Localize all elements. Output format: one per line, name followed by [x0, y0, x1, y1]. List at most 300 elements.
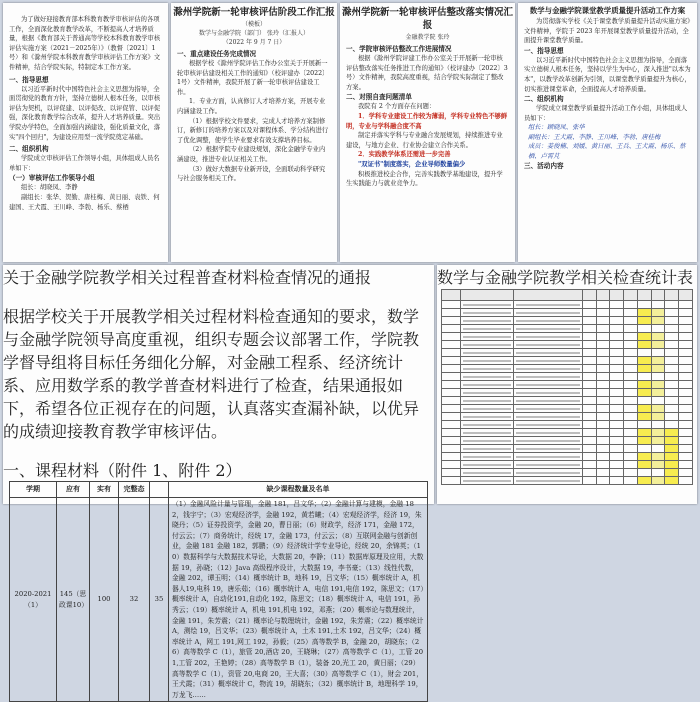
- grid-row: [442, 429, 693, 437]
- header-term: 学期: [10, 482, 57, 498]
- grid-cell: [514, 365, 583, 373]
- grid-cell: [442, 413, 461, 421]
- cell-text-placeholder: [463, 424, 511, 426]
- doc3-subtitle: 金融教学院 张玲: [405, 34, 450, 41]
- doc3-red-item-1: 1．学科专业建设工作较为薄弱，学科专业特色不够鲜明，专业与学科融合度不高: [346, 112, 508, 130]
- grid-cell: [610, 341, 624, 349]
- doc3-red-item-2: 2．实践教学体系还需进一步完善: [358, 151, 451, 159]
- grid-cell: [582, 453, 596, 461]
- cell-text-placeholder: [463, 408, 511, 410]
- grid-cell: [624, 445, 638, 453]
- document-page-teaching-quality-plan: [518, 3, 697, 262]
- grid-cell: [679, 477, 693, 485]
- doc2-authors: 数学与金融学院（部门） 张玲（汇报人）: [199, 30, 309, 37]
- grid-cell: [651, 341, 665, 349]
- grid-row: [442, 365, 693, 373]
- grid-cell: [442, 421, 461, 429]
- grid-cell: [582, 325, 596, 333]
- grid-cell: [637, 477, 651, 485]
- grid-cell: [679, 357, 693, 365]
- doc1-intro: 为了做好迎接教育部本科教育教学审核评估的各项工作，全面深化教育教学改革，不断提高人才培养质量，根据《教育部关于普通高等学校本科教育教学审核评估实施方案（2021－2025年）》（教督〔2021〕1号）和《滁州学院本科教育教学审核评估工作方案》文件精神，结合学院实际，特制定本工作方案。: [9, 16, 161, 71]
- grid-cell: [637, 413, 651, 421]
- grid-cell: [624, 290, 638, 301]
- grid-cell: [514, 469, 583, 477]
- cell-text-placeholder: [463, 392, 511, 394]
- grid-cell: [442, 317, 461, 325]
- grid-cell: [461, 357, 514, 365]
- grid-cell: [596, 445, 610, 453]
- grid-cell: [624, 325, 638, 333]
- grid-cell: [442, 301, 461, 309]
- cell-text-placeholder: [516, 344, 580, 346]
- grid-cell: [651, 301, 665, 309]
- grid-cell: [651, 373, 665, 381]
- grid-cell: [610, 445, 624, 453]
- grid-cell: [610, 290, 624, 301]
- document-page-stage-report: [171, 3, 337, 262]
- grid-cell: [679, 365, 693, 373]
- grid-cell: [582, 389, 596, 397]
- grid-row: [442, 477, 693, 485]
- table-row: [10, 498, 428, 702]
- cell-text-placeholder: [516, 424, 580, 426]
- grid-cell: [596, 461, 610, 469]
- document-page-inspection-notice: [3, 265, 434, 699]
- grid-cell: [651, 413, 665, 421]
- grid-cell: [442, 469, 461, 477]
- grid-cell: [651, 290, 665, 301]
- grid-cell: [610, 453, 624, 461]
- grid-cell: [665, 405, 679, 413]
- grid-row: [442, 389, 693, 397]
- grid-cell: [442, 373, 461, 381]
- cell-text-placeholder: [463, 328, 511, 330]
- doc3-heading-2: 二、对照自查问题清单: [346, 93, 412, 102]
- doc1-section2-heading: 二、组织机构: [9, 145, 49, 154]
- grid-cell: [637, 405, 651, 413]
- cell-text-placeholder: [463, 352, 511, 354]
- grid-cell: [461, 461, 514, 469]
- doc3-paragraph-1: 根据《滁州学院评建工作办公室关于开展新一轮审核评估整改落实任务推进工作的通知》（校评建办〔2022〕3号）文件精神，我院高度重视，结合学院实际制定了整改方案。: [346, 55, 508, 91]
- grid-cell: [679, 349, 693, 357]
- grid-cell: [596, 397, 610, 405]
- grid-cell: [665, 333, 679, 341]
- cell-should-have: 145（思政课10）: [57, 498, 90, 702]
- grid-cell: [637, 290, 651, 301]
- grid-cell: [665, 397, 679, 405]
- grid-cell: [596, 349, 610, 357]
- grid-cell: [651, 477, 665, 485]
- grid-cell: [624, 349, 638, 357]
- grid-cell: [637, 365, 651, 373]
- grid-cell: [582, 333, 596, 341]
- grid-cell: [665, 421, 679, 429]
- grid-cell: [514, 437, 583, 445]
- grid-cell: [651, 453, 665, 461]
- grid-cell: [596, 405, 610, 413]
- grid-cell: [651, 357, 665, 365]
- grid-cell: [637, 437, 651, 445]
- cell-text-placeholder: [516, 368, 580, 370]
- grid-cell: [514, 290, 583, 301]
- grid-row: [442, 405, 693, 413]
- grid-cell: [679, 301, 693, 309]
- doc4-paragraph-3: 学院成立课堂教学质量提升活动工作小组，具体组成人员如下：: [524, 105, 688, 122]
- cell-text-placeholder: [463, 472, 511, 474]
- doc2-paragraph-3: （1）根据学校文件要求，完成人才培养方案制修订，新修订的培养方案以及对课程体系、学分结构进行了优化调整，使学生毕业要求有效支撑培养目标。: [177, 117, 329, 144]
- cell-text-placeholder: [516, 376, 580, 378]
- grid-cell: [624, 301, 638, 309]
- grid-cell: [461, 309, 514, 317]
- grid-cell: [514, 397, 583, 405]
- grid-row: [442, 341, 693, 349]
- grid-cell: [582, 469, 596, 477]
- grid-cell: [610, 437, 624, 445]
- grid-cell: [679, 421, 693, 429]
- grid-cell: [582, 429, 596, 437]
- cell-text-placeholder: [516, 360, 580, 362]
- grid-cell: [461, 290, 514, 301]
- grid-cell: [514, 325, 583, 333]
- grid-cell: [679, 429, 693, 437]
- grid-cell: [637, 469, 651, 477]
- doc2-paragraph-4: （2）根据学院专业建设规划，深化金融学专业内涵建设，推进专业认证相关工作。: [177, 146, 326, 163]
- grid-cell: [651, 333, 665, 341]
- grid-cell: [665, 381, 679, 389]
- grid-row: [442, 397, 693, 405]
- grid-cell: [624, 357, 638, 365]
- grid-cell: [596, 453, 610, 461]
- grid-cell: [651, 437, 665, 445]
- cell-text-placeholder: [463, 336, 511, 338]
- grid-cell: [442, 290, 461, 301]
- grid-cell: [442, 309, 461, 317]
- grid-cell: [442, 365, 461, 373]
- cell-text-placeholder: [463, 480, 511, 482]
- cell-text-placeholder: [516, 392, 580, 394]
- grid-cell: [610, 421, 624, 429]
- grid-cell: [596, 301, 610, 309]
- grid-cell: [596, 365, 610, 373]
- grid-cell: [665, 413, 679, 421]
- doc1-section1-text: 以习近平新时代中国特色社会主义思想为指导，全面贯彻党的教育方针，坚持立德树人根本任务，以审核评估为契机，以评促建、以评促改、以评促管、以评促强，深化教育教学综合改革，提升人才培养质量。突出学院办学特色，全面加强内涵建设，强化质量文化，落实"四个回归"，为建设应用型一流学院奠定基础。: [9, 85, 161, 141]
- cell-text-placeholder: [516, 464, 580, 466]
- grid-row: [442, 357, 693, 365]
- grid-cell: [442, 429, 461, 437]
- grid-cell: [461, 421, 514, 429]
- grid-cell: [514, 341, 583, 349]
- grid-cell: [651, 381, 665, 389]
- grid-cell: [442, 389, 461, 397]
- grid-cell: [582, 301, 596, 309]
- doc2-title: 滁州学院新一轮审核评估阶段工作汇报: [173, 7, 335, 18]
- grid-cell: [514, 413, 583, 421]
- grid-cell: [651, 461, 665, 469]
- doc3-blue-item-1: "双证书"制度落实，企业导师数量偏少: [358, 160, 466, 168]
- cell-text-placeholder: [516, 416, 580, 418]
- grid-cell: [514, 477, 583, 485]
- grid-cell: [514, 389, 583, 397]
- grid-cell: [442, 381, 461, 389]
- grid-cell: [610, 357, 624, 365]
- grid-cell: [514, 445, 583, 453]
- grid-cell: [624, 469, 638, 477]
- grid-cell: [610, 477, 624, 485]
- grid-cell: [514, 461, 583, 469]
- cell-text-placeholder: [463, 312, 511, 314]
- cell-text-placeholder: [516, 480, 580, 482]
- grid-cell: [596, 389, 610, 397]
- grid-row: [442, 333, 693, 341]
- grid-cell: [442, 333, 461, 341]
- cell-text-placeholder: [463, 368, 511, 370]
- cell-complete: 32: [119, 498, 150, 702]
- grid-cell: [637, 325, 651, 333]
- grid-cell: [679, 389, 693, 397]
- grid-cell: [596, 413, 610, 421]
- cell-actual: 100: [90, 498, 119, 702]
- grid-cell: [637, 429, 651, 437]
- cell-text-placeholder: [516, 312, 580, 314]
- doc1-leaders-label: （一）审核评估工作领导小组: [9, 174, 95, 183]
- grid-cell: [610, 429, 624, 437]
- grid-row: [442, 317, 693, 325]
- grid-row: [442, 381, 693, 389]
- grid-cell: [596, 290, 610, 301]
- doc4-paragraph-1: 为贯彻落实学校《关于课堂教学质量提升活动实施方案》文件精神，学院于 2023 年开展课堂教学质量提升活动，全面提升课堂教学质量。: [524, 18, 691, 45]
- grid-cell: [637, 461, 651, 469]
- cell-text-placeholder: [463, 432, 511, 434]
- cell-missing-list: （1）金融风险计量与管理，金融 181，吕文华；（2）金融计算与建模，金融 182，钱宇宁；（3）宏观经济学，金融 192，黄若曦；（4）宏观经济学，经济 19，朱晓丹；（5）证券投资学，金融 20，曹日丽；（6）财政学，经济 171，金融 172，付云云；（7）商务统计，经统 17，金融 173，付云云；（8）互联网金融与创新创业，金融 181 金融 182，郭鹏；（9）经济统计学专业导论，经统 20，余锦英；（10）数据科学与大数据技术导论，大数据 20，李静；（11）数据库原理及应用，大数据 19，孙晓；（12）Java 高级程序设计，大数据 19，李书豪；（13）线性代数，金融 202，谭玉明；（14）概率统计 B，地科 19，吕文华；（15）概率统计 A，机器人19,电科 19，唐乐茹；（16）概率统计 A，电信 191,电信 192，陈思文；（17）概率统计 A，自动化191,自动化 192，陈思文；（18）概率统计 A，电信 191，孙秀云；（19）概率统计 A，机电 191,机电 192，邓燕；（20）概率论与数理统计，金融 191，朱芳震；（21）概率论与数理统计，金融 192，朱芳震；（22）概率统计 A，测绘 19，吕文华；（23）概率统计 A，土木 191,土木 192，吕文华；（24）概率统计 A，网工 191,网工 192，孙毅；（25）高等数学 B，金融 20，胡晓东；（26）高等数学 C（1），旅管 20,酒店 20，王晓琳；（27）高等数学 C（1），工管 201,工管 202，王艳婷；（28）高等数学 B（1），装备 20,光工 20，黄日丽；（29）高等数学 C（1），资管 20,电商 20，王大喜；（30）高等数学 C（1），财会 201，王犬霞；（31）概率统计 C，物流 19，胡晓东；（32）概率统计 B，地理科学 19，万龙飞……: [169, 498, 428, 702]
- grid-cell: [665, 317, 679, 325]
- grid-cell: [596, 469, 610, 477]
- grid-cell: [624, 389, 638, 397]
- grid-cell: [582, 413, 596, 421]
- grid-cell: [679, 405, 693, 413]
- statistics-grid: [441, 289, 693, 485]
- grid-cell: [637, 317, 651, 325]
- grid-cell: [514, 333, 583, 341]
- grid-cell: [651, 469, 665, 477]
- grid-cell: [624, 477, 638, 485]
- grid-cell: [679, 453, 693, 461]
- grid-cell: [514, 429, 583, 437]
- grid-row: [442, 445, 693, 453]
- grid-cell: [610, 301, 624, 309]
- grid-cell: [624, 461, 638, 469]
- grid-cell: [596, 437, 610, 445]
- grid-cell: [679, 445, 693, 453]
- grid-cell: [637, 309, 651, 317]
- grid-cell: [596, 357, 610, 365]
- grid-cell: [665, 389, 679, 397]
- header-missing-list: 缺少课程数量及名单: [169, 482, 428, 498]
- grid-cell: [596, 429, 610, 437]
- cell-text-placeholder: [516, 472, 580, 474]
- header-should-have: 应有: [57, 482, 90, 498]
- grid-cell: [637, 381, 651, 389]
- grid-cell: [461, 333, 514, 341]
- grid-cell: [461, 453, 514, 461]
- grid-cell: [610, 381, 624, 389]
- grid-cell: [582, 365, 596, 373]
- grid-cell: [582, 397, 596, 405]
- grid-cell: [596, 421, 610, 429]
- grid-cell: [624, 381, 638, 389]
- grid-cell: [679, 469, 693, 477]
- doc2-date: （2022 年 9 月 7 日）: [222, 39, 286, 46]
- grid-cell: [624, 405, 638, 413]
- grid-cell: [461, 445, 514, 453]
- cell-text-placeholder: [516, 328, 580, 330]
- doc2-paragraph-1: 根据学校《滁州学院评估工作办公室关于开展新一轮审核评估建设相关工作的通知》（校评建办〔2022〕1号）文件精神，我院开展了新一轮审核评估建设工作。: [177, 60, 329, 96]
- grid-cell: [665, 309, 679, 317]
- course-materials-table: [9, 481, 428, 702]
- grid-cell: [624, 453, 638, 461]
- grid-cell: [637, 373, 651, 381]
- grid-cell: [461, 429, 514, 437]
- cell-text-placeholder: [516, 336, 580, 338]
- cell-text-placeholder: [463, 304, 511, 306]
- grid-cell: [514, 309, 583, 317]
- doc1-leader-members: 副组长：张华、贺勤、唐桂梅、黄日丽、袁铁、何建国、王犬霞、王川峰、李勃、杨乐、蔡栖: [9, 193, 160, 211]
- grid-cell: [624, 413, 638, 421]
- grid-cell: [679, 461, 693, 469]
- grid-cell: [596, 373, 610, 381]
- cell-text-placeholder: [516, 448, 580, 450]
- header-complete: 完整态: [119, 482, 150, 498]
- grid-cell: [461, 341, 514, 349]
- doc3-paragraph-4: 积极推进校企合作，完善实践教学基地建设，提升学生实践能力与就业竞争力。: [346, 170, 503, 188]
- grid-cell: [610, 317, 624, 325]
- grid-row: [442, 325, 693, 333]
- doc3-paragraph-2: 我院有 2 个方面存在问题：: [358, 103, 436, 111]
- grid-cell: [624, 397, 638, 405]
- doc2-subtitle: （模板）: [241, 21, 266, 28]
- grid-cell: [442, 437, 461, 445]
- grid-cell: [679, 317, 693, 325]
- doc4-members-2: 副组长：王犬霞、李静、王川峰、李勃、唐桂梅: [528, 133, 661, 141]
- grid-row: [442, 437, 693, 445]
- grid-cell: [665, 373, 679, 381]
- grid-cell: [665, 290, 679, 301]
- grid-cell: [665, 469, 679, 477]
- grid-cell: [610, 309, 624, 317]
- grid-cell: [637, 421, 651, 429]
- grid-cell: [582, 477, 596, 485]
- document-page-work-plan: [3, 3, 168, 262]
- cell-text-placeholder: [463, 456, 511, 458]
- cell-text-placeholder: [463, 344, 511, 346]
- grid-cell: [582, 341, 596, 349]
- grid-cell: [461, 381, 514, 389]
- grid-cell: [461, 365, 514, 373]
- grid-cell: [514, 373, 583, 381]
- grid-cell: [610, 333, 624, 341]
- cell-text-placeholder: [463, 376, 511, 378]
- grid-cell: [679, 290, 693, 301]
- grid-cell: [651, 397, 665, 405]
- doc4-paragraph-2: 以习近平新时代中国特色社会主义思想为指导，全面落实立德树人根本任务，坚持以学生为中心，深入推进"以本为本"，以教学改革创新为引领，以课堂教学质量提升为核心，切实推进课堂革命，全面提高人才培养质量。: [524, 56, 691, 93]
- grid-cell: [665, 437, 679, 445]
- grid-cell: [624, 429, 638, 437]
- doc6-title: 数学与金融学院教学相关检查统计表: [437, 268, 694, 287]
- grid-cell: [582, 349, 596, 357]
- grid-cell: [651, 405, 665, 413]
- grid-cell: [461, 469, 514, 477]
- table-header-row: [10, 482, 428, 498]
- grid-cell: [442, 397, 461, 405]
- grid-cell: [596, 381, 610, 389]
- cell-text-placeholder: [463, 320, 511, 322]
- grid-row: [442, 421, 693, 429]
- grid-cell: [582, 421, 596, 429]
- grid-cell: [624, 437, 638, 445]
- doc2-paragraph-5: （3）做好大数据专业新开设，全面联动科学研究与社会服务相关工作。: [177, 165, 326, 183]
- grid-cell: [514, 317, 583, 325]
- grid-cell: [610, 397, 624, 405]
- grid-cell: [679, 381, 693, 389]
- grid-cell: [624, 341, 638, 349]
- cell-text-placeholder: [516, 304, 580, 306]
- doc3-paragraph-3: 制定并落实学科与专业融合发展规划，持续推进专业建设，与地方企业、行业协会建立合作关系。: [346, 132, 503, 149]
- grid-cell: [624, 421, 638, 429]
- grid-cell: [624, 309, 638, 317]
- grid-cell: [582, 309, 596, 317]
- grid-cell: [665, 453, 679, 461]
- cell-text-placeholder: [516, 352, 580, 354]
- grid-cell: [610, 373, 624, 381]
- grid-cell: [679, 413, 693, 421]
- cell-text-placeholder: [463, 416, 511, 418]
- grid-cell: [665, 429, 679, 437]
- grid-cell: [461, 405, 514, 413]
- grid-cell: [637, 397, 651, 405]
- cell-missing-count: 35: [150, 498, 169, 702]
- grid-cell: [624, 365, 638, 373]
- grid-cell: [651, 349, 665, 357]
- grid-row: [442, 309, 693, 317]
- cell-text-placeholder: [516, 432, 580, 434]
- document-page-statistics-table: [437, 265, 697, 504]
- grid-cell: [514, 421, 583, 429]
- cell-text-placeholder: [516, 400, 580, 402]
- grid-cell: [596, 477, 610, 485]
- grid-cell: [596, 317, 610, 325]
- grid-cell: [442, 357, 461, 365]
- grid-cell: [610, 325, 624, 333]
- grid-cell: [665, 461, 679, 469]
- grid-cell: [624, 317, 638, 325]
- doc4-title: 数学与金融学院课堂教学质量提升活动工作方案: [529, 6, 686, 15]
- grid-cell: [514, 381, 583, 389]
- grid-cell: [610, 349, 624, 357]
- grid-row: [442, 453, 693, 461]
- doc2-paragraph-2: 1．专业方面，认真修订人才培养方案，开展专业内涵建设工作。: [177, 98, 326, 115]
- grid-cell: [651, 325, 665, 333]
- grid-cell: [665, 341, 679, 349]
- grid-cell: [665, 445, 679, 453]
- cell-text-placeholder: [516, 440, 580, 442]
- doc1-section2-text: 学院成立审核评估工作领导小组，具体组成人员名单如下：: [9, 155, 160, 172]
- grid-cell: [442, 445, 461, 453]
- doc3-heading-1: 一、学院审核评估整改工作进展情况: [346, 45, 452, 53]
- grid-cell: [442, 325, 461, 333]
- grid-cell: [637, 445, 651, 453]
- grid-cell: [679, 437, 693, 445]
- grid-cell: [610, 461, 624, 469]
- grid-cell: [461, 389, 514, 397]
